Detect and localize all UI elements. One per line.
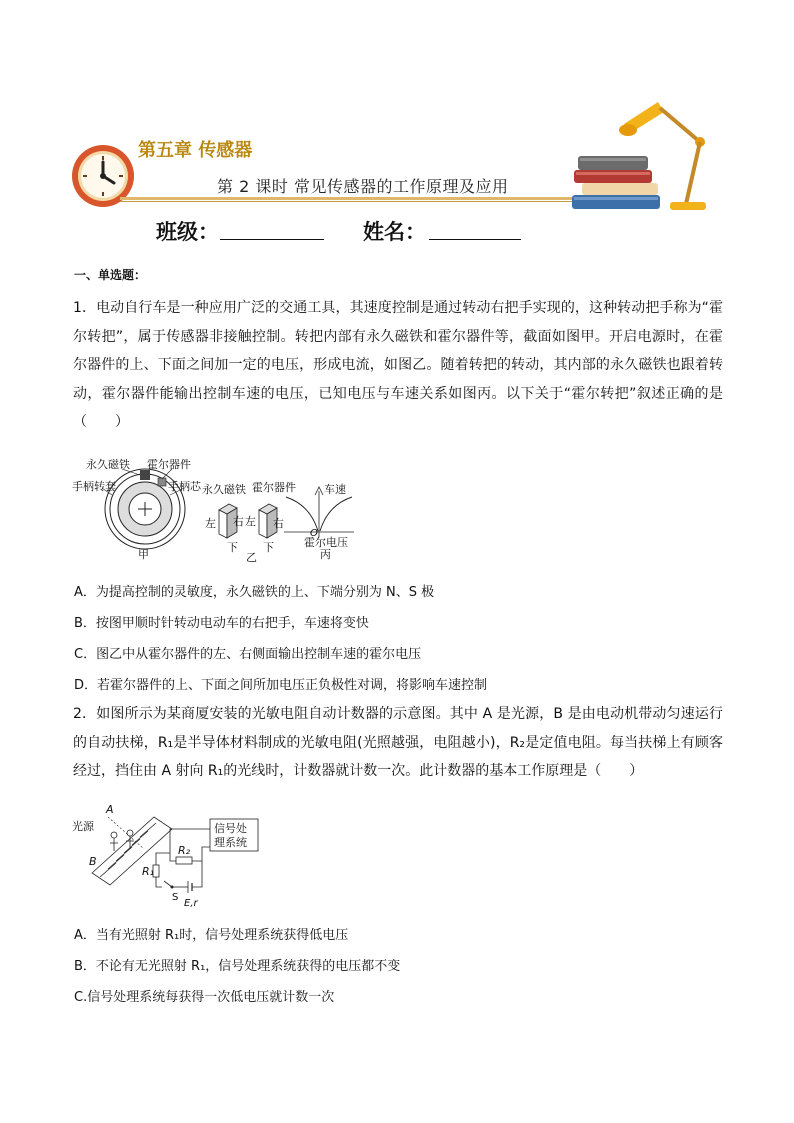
passenger-2 (127, 830, 133, 836)
books-lamp-icon (568, 92, 718, 217)
label-magnet-yi: 永久磁铁 (202, 483, 246, 496)
name-field[interactable] (429, 239, 521, 240)
label-s: S (172, 892, 179, 903)
caption-yi: 乙 (246, 551, 257, 563)
r2-resistor (176, 857, 192, 864)
question-1-figure (72, 455, 362, 563)
label-origin: O (310, 528, 318, 539)
q2-option-b[interactable]: B．不论有无光照射 R₁，信号处理系统获得的电压都不变 (74, 959, 401, 974)
label-down-2: 下 (263, 541, 274, 554)
label-a: A (106, 803, 114, 816)
q1-option-c[interactable]: C．图乙中从霍尔器件的左、右侧面输出控制车速的霍尔电压 (74, 647, 422, 662)
label-sleeve: 手柄转套 (72, 480, 116, 493)
chapter-title: 第五章 传感器 (138, 140, 253, 161)
label-right-2: 右 (273, 517, 284, 530)
name-label: 姓名： (363, 219, 426, 244)
q2-option-a[interactable]: A．当有光照射 R₁时，信号处理系统获得低电压 (74, 928, 349, 943)
class-label: 班级： (156, 219, 219, 244)
label-r2: R₂ (178, 844, 191, 857)
label-hall-jia: 霍尔器件 (147, 458, 191, 471)
q1-option-b[interactable]: B．按图甲顺时针转动电动车的右把手，车速将变快 (74, 616, 369, 631)
q1-option-a[interactable]: A．为提高控制的灵敏度，永久磁铁的上、下端分别为 N、S 极 (74, 585, 435, 600)
label-down-1: 下 (227, 541, 238, 554)
speed-curve-left (286, 497, 318, 531)
label-core: 手柄芯 (168, 480, 201, 493)
header-rule-thin (120, 201, 580, 202)
label-battery: E,r (184, 898, 198, 908)
box-label-2: 理系统 (214, 836, 247, 849)
magnet-block (140, 470, 150, 480)
label-left-2: 左 (245, 515, 256, 528)
question-2-text: 2．如图所示为某商厦安装的光敏电阻自动计数器的示意图。其中 A 是光源，B 是由电动机带动匀速运行的自动扶梯，R₁是半导体材料制成的光敏电阻(光照越强，电阻越小)，R₂是定值电阻。每当扶梯上有顾客经过，挡住由 A 射向 R₁的光线时，计数器就计数一次。此计数器的基本工作原理是（ ） (73, 706, 723, 779)
q2-option-c[interactable]: C.信号处理系统每获得一次低电压就计数一次 (74, 990, 335, 1005)
label-right-1: 右 (233, 515, 244, 528)
passenger-1 (111, 832, 117, 838)
class-field[interactable] (220, 239, 324, 240)
label-left-1: 左 (205, 517, 216, 530)
caption-jia: 甲 (138, 548, 149, 561)
box-label-1: 信号处 (214, 822, 247, 835)
label-magnet-jia: 永久磁铁 (86, 458, 130, 471)
header-rule (120, 197, 580, 200)
hall-block (158, 478, 166, 486)
q1-option-d[interactable]: D．若霍尔器件的上、下面之间所加电压正负极性对调，将影响车速控制 (74, 678, 488, 693)
label-light-source: 光源 (72, 820, 94, 833)
question-1-text: 1．电动自行车是一种应用广泛的交通工具，其速度控制是通过转动右把手实现的，这种转动把手称为“霍尔转把”，属于传感器非接触控制。转把内部有永久磁铁和霍尔器件等，截面如图甲。开启电源时，在霍尔器件的上、下面之间加一定的电压，形成电流，如图乙。随着转把的转动，其内部的永久磁铁也跟着转动，霍尔器件能输出控制车速的电压，已知电压与车速关系如图丙。以下关于“霍尔转把”叙述正确的是（ ） (73, 300, 723, 430)
speed-curve-right (320, 497, 352, 531)
label-b: B (89, 855, 97, 868)
question-2-figure (72, 803, 262, 908)
label-speed: 车速 (324, 483, 346, 496)
lesson-title: 第 2 课时 常见传感器的工作原理及应用 (217, 177, 509, 196)
label-r1: R₁ (142, 865, 155, 878)
label-hall-yi: 霍尔器件 (252, 481, 296, 494)
escalator (92, 817, 172, 885)
label-hall-voltage: 霍尔电压 (304, 536, 348, 549)
caption-bing: 丙 (320, 548, 331, 561)
section-title: 一、单选题： (74, 268, 147, 282)
switch-s (164, 881, 172, 887)
